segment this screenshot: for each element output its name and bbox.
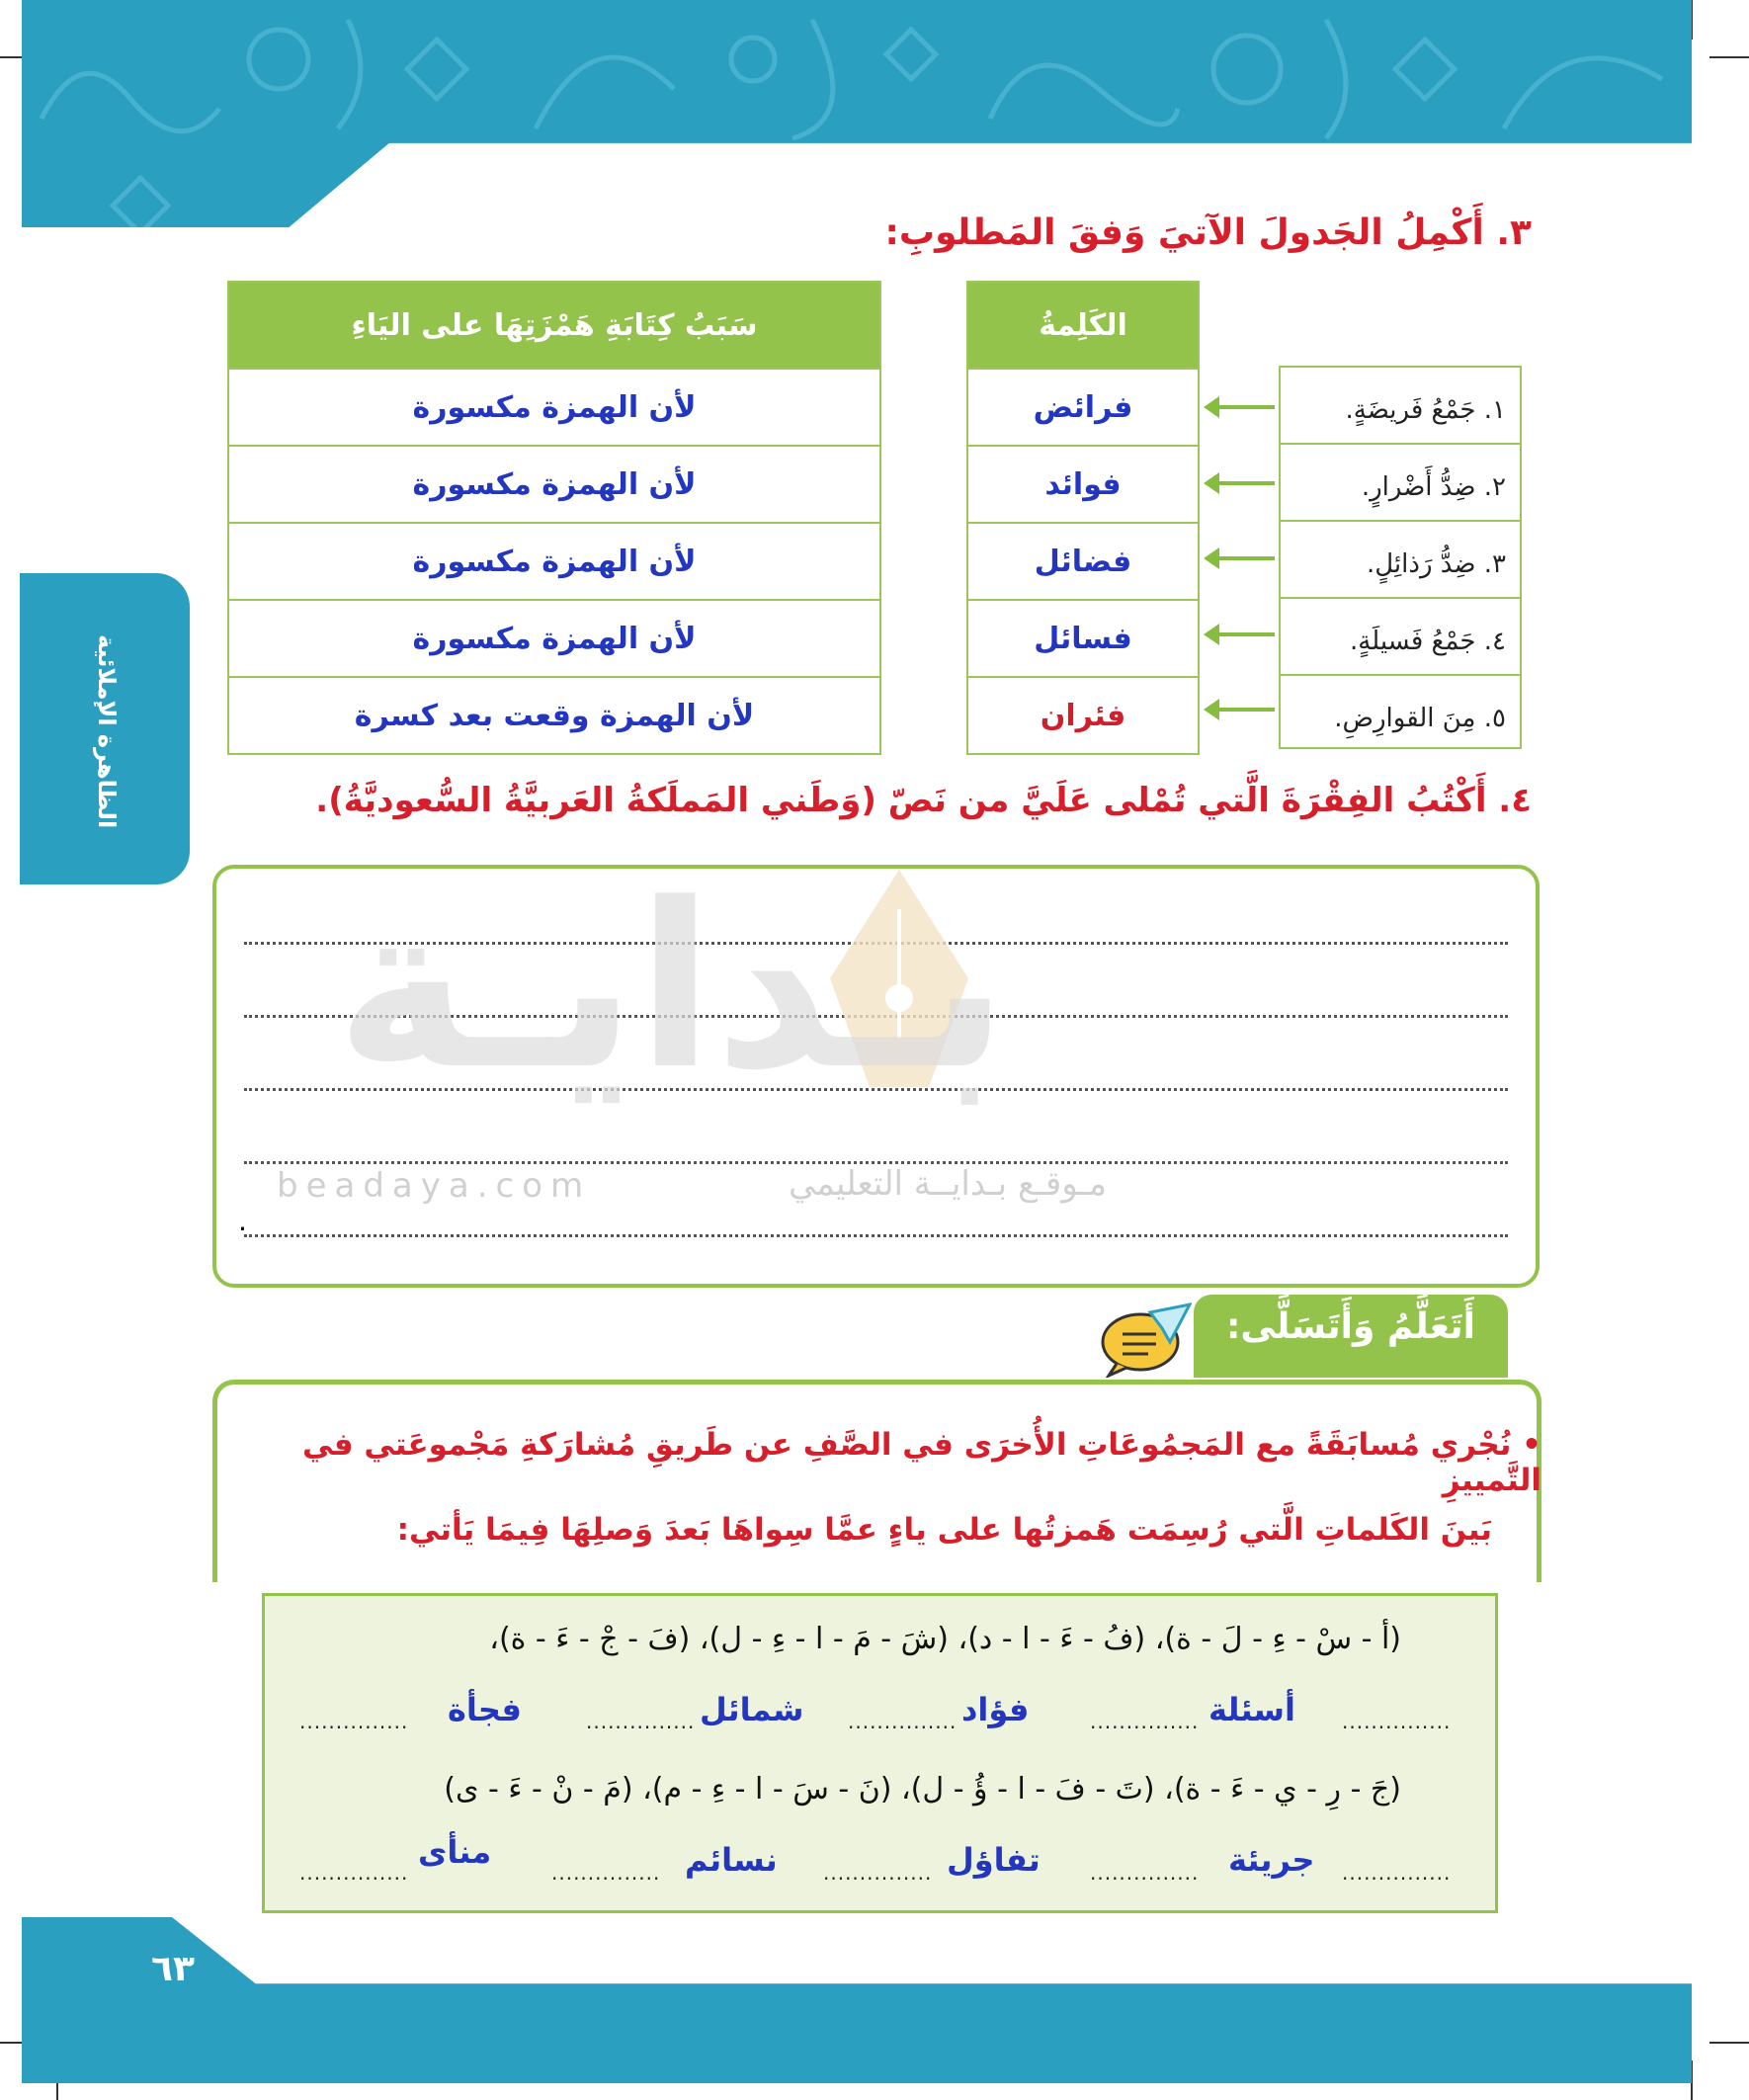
- word-header: الكَلِمةُ: [967, 282, 1199, 369]
- final-period: .: [238, 1205, 247, 1237]
- prompt-item: ١. جَمْعُ فَريضَةٍ.: [1281, 368, 1520, 445]
- prompt-item: ٥. مِنَ القوارِضِ.: [1334, 704, 1506, 733]
- watermark: [247, 850, 1136, 1206]
- answer-blank: ...............: [823, 1861, 933, 1885]
- letter-sequence-1: (أ - سْ - ءِ - لَ - ة)، (فُ - ءَ - ا - د)، (شَ - مَ - ا - ءِ - ل)، (فَ - جْ - ءَ - ة)،: [489, 1622, 1401, 1656]
- watermark-brand: بـدايـة: [335, 856, 1009, 1120]
- exercise-box: [262, 1593, 1498, 1913]
- word-cell: فرائض: [967, 369, 1199, 446]
- reason-cell: لأن الهمزة مكسورة: [228, 446, 880, 523]
- arrow-left-icon: [1217, 405, 1275, 409]
- answer-blank: ...............: [1342, 1861, 1452, 1885]
- answer-word: فؤاد: [961, 1691, 1030, 1728]
- arrow-left-icon: [1217, 632, 1275, 636]
- answer-blank: ...............: [299, 1710, 409, 1733]
- crop-mark: [1709, 56, 1749, 58]
- question-3-title: ٣. أَكْمِلُ الجَدولَ الآتيَ وَفقَ المَطلوبِ:: [884, 212, 1532, 253]
- word-cell: فسائل: [967, 600, 1199, 677]
- prompt-item: ٢. ضِدُّ أَضْرارٍ.: [1281, 445, 1520, 522]
- answer-blank: ...............: [848, 1710, 958, 1733]
- reason-cell: لأن الهمزة مكسورة: [228, 369, 880, 446]
- answer-word: أسئلة: [1208, 1691, 1295, 1728]
- word-cell: فوائد: [967, 446, 1199, 523]
- answer-blank: ...............: [299, 1861, 409, 1885]
- word-cell: فئران: [967, 677, 1199, 754]
- chapter-label: الظاهرة الإملائية: [93, 633, 121, 829]
- answer-word: فجأة: [448, 1691, 522, 1728]
- reason-cell: لأن الهمزة مكسورة: [228, 600, 880, 677]
- reason-cell: لأن الهمزة وقعت بعد كسرة: [228, 677, 880, 754]
- crop-mark: [1709, 2042, 1749, 2044]
- answer-blank: ...............: [1342, 1710, 1452, 1733]
- watermark-tagline: مـوقـع بـدايــة التعليمي: [789, 1164, 1107, 1204]
- reason-header: سَبَبُ كِتَابَةِ هَمْزَتِهَا على اليَاءِ: [228, 282, 880, 369]
- arrow-left-icon: [1217, 481, 1275, 485]
- chapter-side-tab: [20, 573, 190, 884]
- answer-word: تفاؤل: [947, 1841, 1041, 1879]
- prompt-item: ٣. ضِدُّ رَذائِلٍ.: [1281, 522, 1520, 599]
- answer-blank: ...............: [551, 1861, 661, 1885]
- learn-text-line-2: بَينَ الكَلماتِ الَّتي رُسِمَت هَمزتُها على ياءٍ عمَّا سِواهَا بَعدَ وَصلِهَا فِيمَا يَأتي:: [396, 1512, 1492, 1548]
- arrow-left-icon: [1217, 708, 1275, 712]
- learn-text-line-1: • نُجْري مُسابَقَةً مع المَجمُوعَاتِ الأُخرَى في الصَّفِ عن طَريقِ مُشارَكةِ مَجْموعَتي في التَّمييزِ: [301, 1427, 1541, 1498]
- footer-banner: [22, 1917, 1692, 2083]
- question-4-title: ٤. أَكْتُبُ الفِقْرَةَ الَّتي تُمْلى عَلَيَّ من نَصّ (وَطَني المَملَكةُ العَربيَّةُ السُّعوديَّةُ).: [315, 781, 1532, 820]
- word-table: [966, 281, 1200, 755]
- calligraphy-pattern: [22, 0, 1692, 227]
- chat-paper-plane-icon: [1097, 1302, 1192, 1378]
- learn-tab: [1194, 1295, 1508, 1378]
- answer-blank: ...............: [1090, 1710, 1200, 1733]
- header-banner: [22, 0, 1692, 227]
- reason-cell: لأن الهمزة مكسورة: [228, 523, 880, 600]
- answer-word: شمائل: [700, 1691, 804, 1728]
- reason-table: [227, 281, 881, 755]
- learn-title: أَتَعَلَّمُ وَأَتَسَلَّى:: [1225, 1306, 1476, 1347]
- answer-word: نسائم: [685, 1841, 778, 1879]
- page-number: ٦٣: [151, 1949, 195, 1989]
- answer-blank: ...............: [586, 1710, 696, 1733]
- watermark-site: beadaya.com: [277, 1166, 592, 1206]
- letter-sequence-2: (جَ - رِ - ي - ءَ - ة)، (تَ - فَ - ا - ؤُ - ل)، (نَ - سَ - ا - ءِ - م)، (مَ - نْ - ءَ - ى): [444, 1772, 1401, 1806]
- word-cell: فضائل: [967, 523, 1199, 600]
- answer-word: منأى: [418, 1833, 492, 1871]
- prompt-list: [1279, 366, 1522, 749]
- arrow-left-icon: [1217, 556, 1275, 560]
- answer-blank: ...............: [1090, 1861, 1200, 1885]
- writing-line: [244, 1234, 1508, 1237]
- prompt-item: ٤. جَمْعُ فَسيلَةٍ.: [1281, 599, 1520, 676]
- answer-word: جريئة: [1228, 1841, 1315, 1879]
